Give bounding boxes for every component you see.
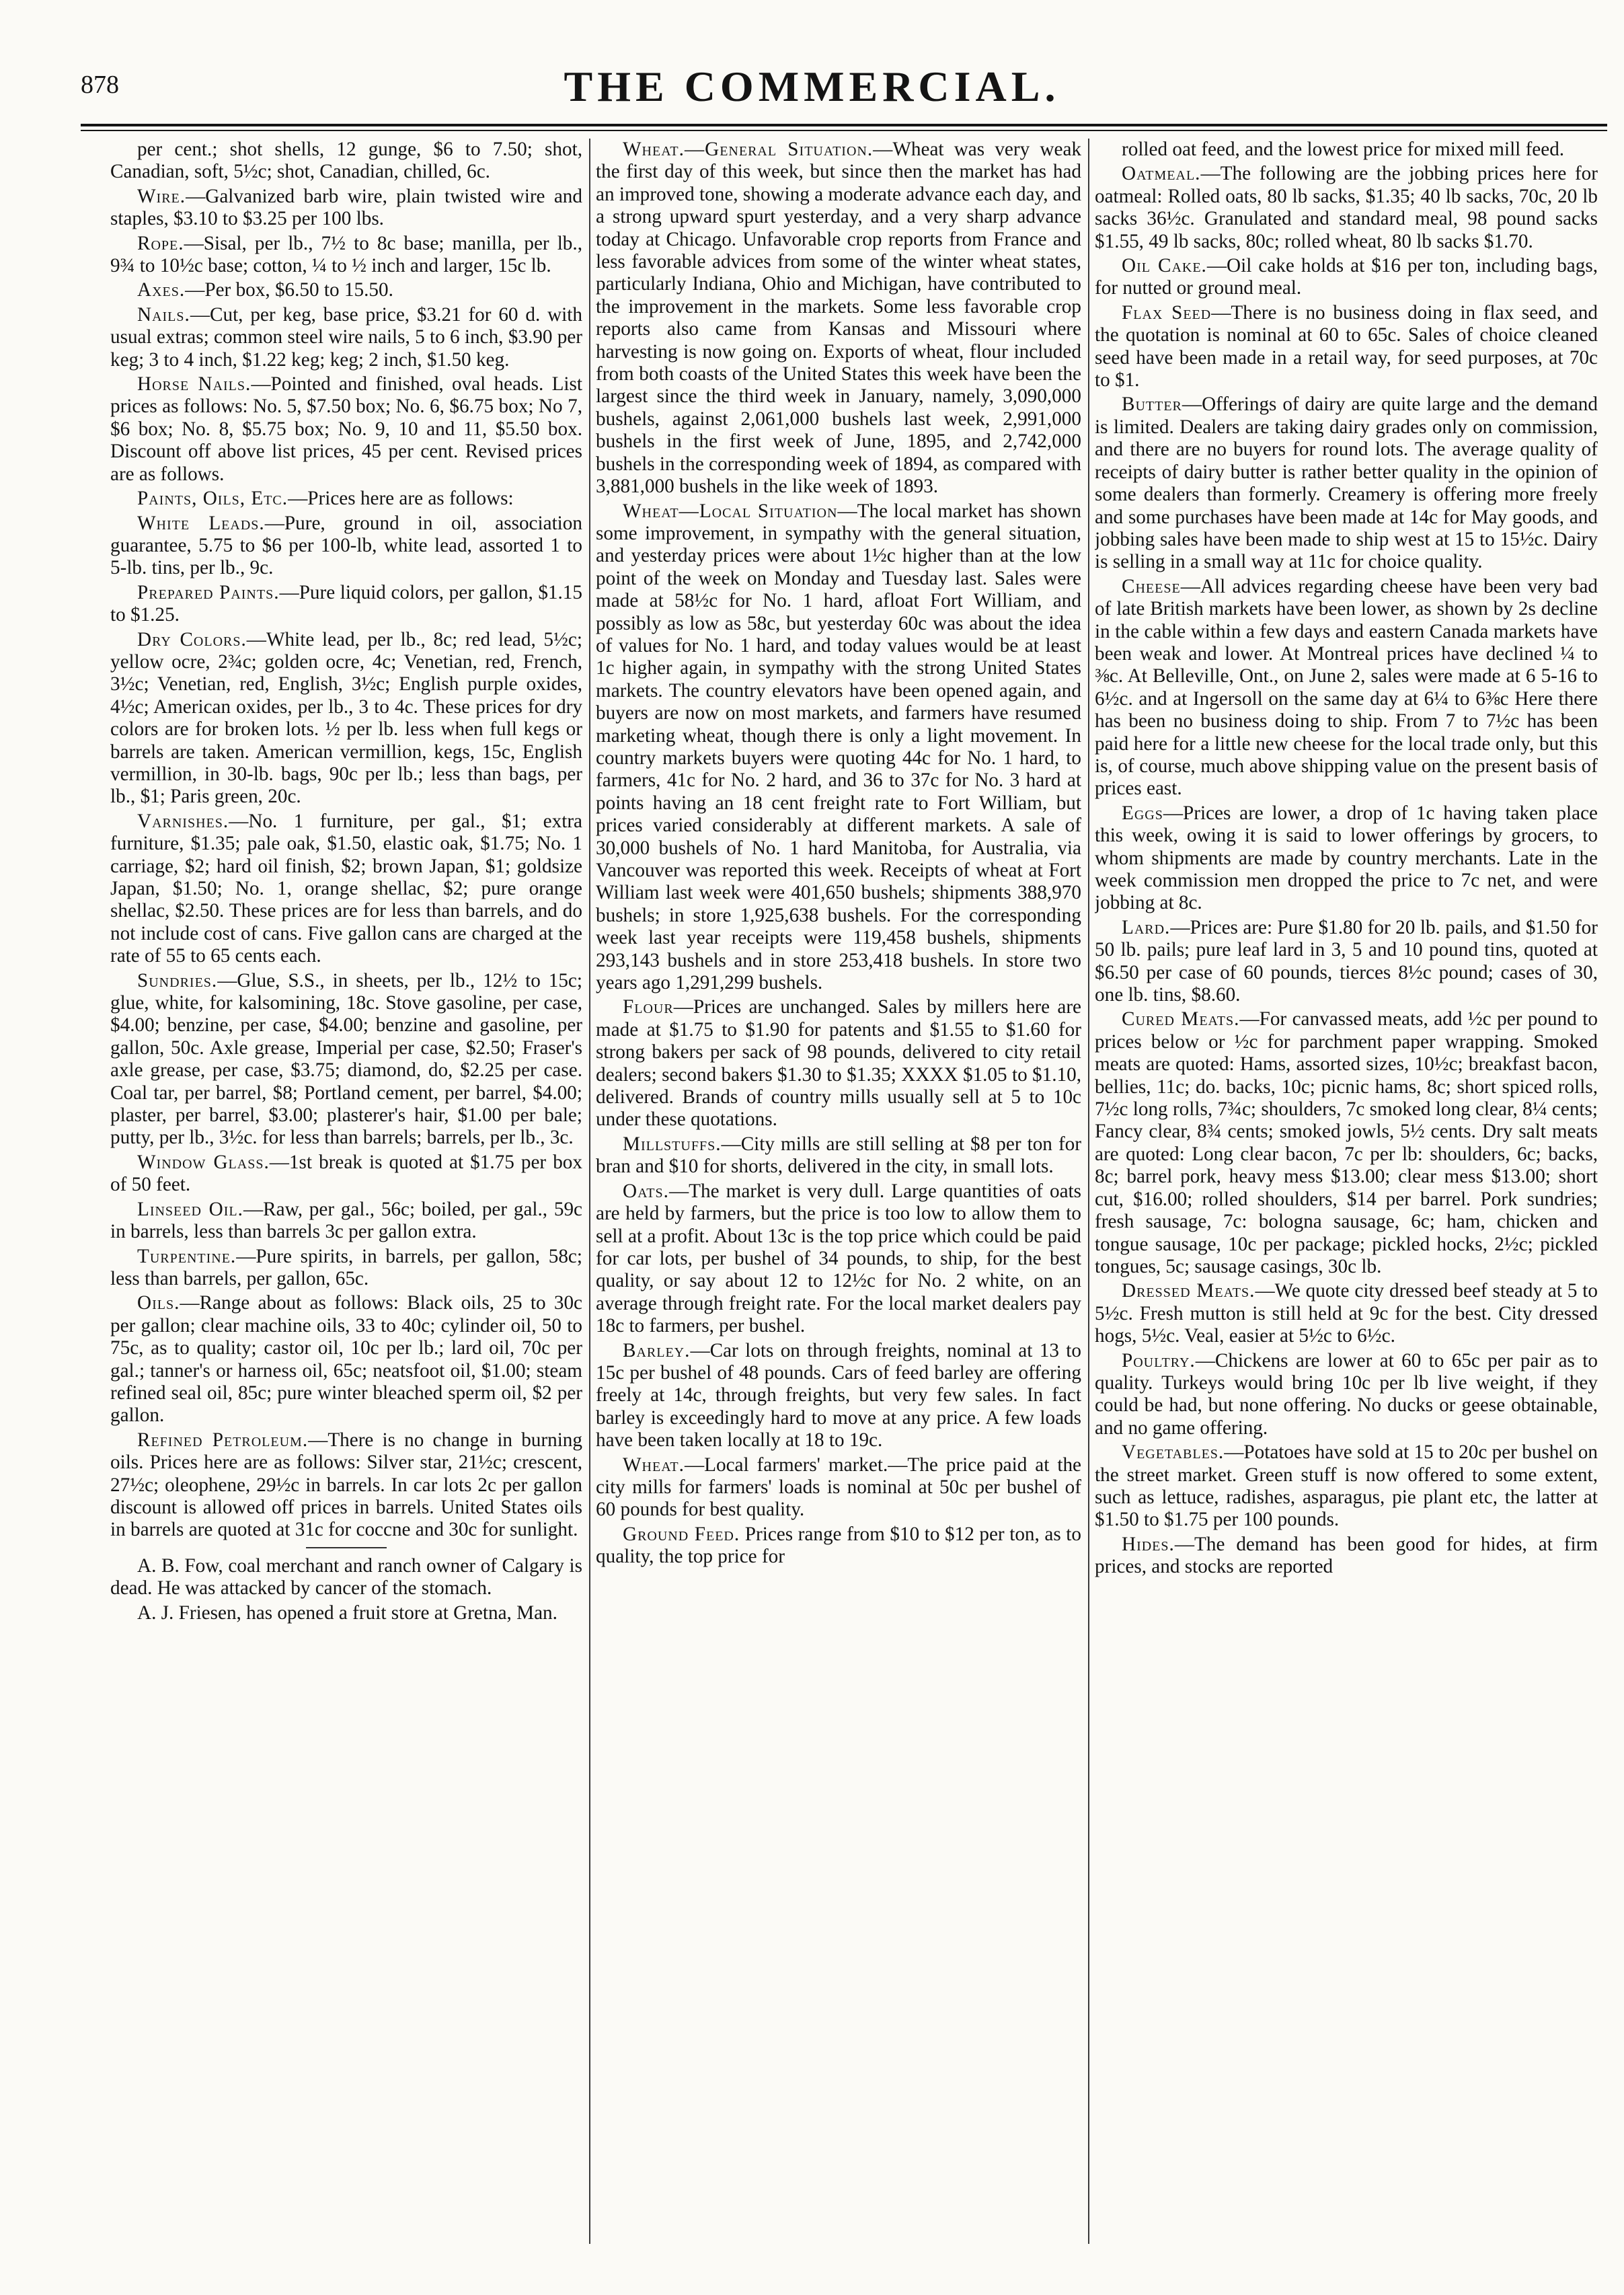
paragraph-text: —Pure liquid colors, per gallon, $1.15 to $1.25. [110, 581, 582, 626]
paragraph-heading: Cheese [1122, 575, 1181, 597]
paragraph-heading: Oil Cake. [1122, 255, 1207, 277]
article-paragraph [110, 139, 582, 184]
paragraph-text: —We quote city dressed beef steady at 5 to 5½c. Fresh mutton is still held at 9c for the best. City dressed hogs, 5½c. Veal, easier at 5½c to 6½c. [1095, 1280, 1598, 1347]
article-paragraph [596, 1133, 1081, 1178]
paragraph-heading: Wheat.—General Situation. [623, 139, 874, 160]
article-paragraph [1095, 1441, 1598, 1532]
article-paragraph [596, 1340, 1081, 1452]
paragraph-text: per cent.; shot shells, 12 gunge, $6 to 7.50; shot, Canadian, soft, 5½c; shot, Canadian, chilled, 6c. [110, 139, 582, 183]
column-2 [596, 139, 1081, 2244]
article-paragraph [596, 1180, 1081, 1338]
paragraph-text: —For canvassed meats, add ½c per pound to prices below or ½c for parchment paper wrapping. Smoked meats are quoted: Hams, assorted sizes, 10½c; breakfast bacon, bellies, 11c; do. backs, 10c; picnic hams, 8c; short spiced rolls, 7½c long rolls, 7¾c; shoulders, 7c smoked long clear, 8¼ cents; Fancy clear, 8¾ cents; smoked jowls, 5½ cents. Dry salt meats are quoted: Long clear bacon, 7c per lb: shoulders, 6c; backs, 8c; barrel pork, heavy mess $13.00; clear mess $13.00; short cut, $16.00; rolled shoulders, $14 per barrel. Pork sundries; fresh sausage, 7c: bologna sausage, 6c; ham, chicken and tongue sausage, 10c per package; pickled hocks, 2½c; pickled tongues, 5c; sausage casings, 30c lb. [1095, 1008, 1598, 1277]
article-paragraph [110, 304, 582, 371]
paragraph-heading: Dry Colors. [137, 628, 247, 650]
article-paragraph [596, 500, 1081, 995]
paragraph-heading: Rope. [137, 232, 184, 254]
paragraph-heading: Oatmeal. [1122, 163, 1201, 185]
article-paragraph [596, 139, 1081, 498]
paragraph-text: —Pointed and finished, oval heads. List prices as follows: No. 5, $7.50 box; No. 6, $6.75 box; No 7, $6 box; No. 8, $5.75 box; No. 9, 10 and 11, $5.50 box. Discount off above list prices, 45 per cent. Revised prices are as follows. [110, 373, 582, 485]
article-paragraph [110, 811, 582, 968]
article-paragraph [1095, 139, 1598, 161]
article-paragraph [1095, 1350, 1598, 1440]
paragraph-text: —City mills are still selling at $8 per ton for bran and $10 for shorts, delivered in the city, in small lots. [596, 1133, 1081, 1178]
paragraph-heading: Window Glass. [137, 1151, 270, 1173]
article-paragraph [110, 373, 582, 486]
paragraph-heading: Turpentine. [137, 1245, 237, 1267]
article-paragraph [110, 1429, 582, 1542]
article-paragraph [110, 629, 582, 808]
paragraph-heading: Barley. [623, 1339, 691, 1361]
article-paragraph [596, 1454, 1081, 1521]
paragraph-text: —Chickens are lower at 60 to 65c per pair as to quality. Turkeys would bring 10c per lb live weight, if they could be had, but none offering. No ducks or geese obtainable, and no game offering. [1095, 1349, 1598, 1439]
paragraph-text: —Potatoes have sold at 15 to 20c per bushel on the street market. Green stuff is now offered to some extent, such as lettuce, radishes, asparagus, pie plant etc, the latter at $1.50 to $1.75 per 100 pounds. [1095, 1441, 1598, 1531]
article-paragraph [110, 233, 582, 278]
article-paragraph [1095, 302, 1598, 392]
paragraph-text: —Local farmers' market.—The price paid at the city mills for farmers' loads is nominal at 50c per bushel of 60 pounds for best quality. [596, 1454, 1081, 1521]
paragraph-heading: Axes. [137, 279, 186, 301]
paragraph-heading: Dressed Meats. [1122, 1280, 1255, 1302]
article-paragraph [110, 1602, 582, 1624]
article-paragraph [110, 1246, 582, 1291]
page-number: 878 [81, 71, 119, 99]
article-paragraph [1095, 917, 1598, 1007]
paragraph-heading: Millstuffs. [623, 1133, 722, 1155]
paragraph-text: —Range about as follows: Black oils, 25 to 30c per gallon; clear machine oils, 33 to 40c; cylinder oil, 50 to 75c, as to quality; castor oil, 10c per lb.; lard oil, 70c per gal.; tanner's or harness oil, 65c; neatsfoot oil, $1.00; steam refined seal oil, 85c; pure winter bleached sperm oil, $2 per gallon. [110, 1292, 582, 1427]
article-paragraph [110, 1199, 582, 1244]
paragraph-text: —Prices here are as follows: [288, 488, 514, 510]
article-paragraph [596, 1523, 1081, 1569]
paragraph-heading: Butter [1122, 393, 1182, 416]
article-paragraph [110, 186, 582, 231]
article-paragraph [110, 970, 582, 1150]
paragraph-text: Prices range from $10 to $12 per ton, as to quality, the top price for [596, 1523, 1081, 1568]
article-paragraph [110, 279, 582, 301]
paragraph-heading: Flax Seed [1122, 301, 1212, 324]
section-rule [306, 1547, 387, 1548]
article-paragraph [110, 513, 582, 580]
paragraph-heading: Flour [623, 996, 674, 1018]
paragraph-text: —The market is very dull. Large quantities of oats are held by farmers, but the price is too low to allow them to sell at a profit. About 13c is the top price which could be paid for car lots, per bushel of 34 pounds, to ship, for the best quality, or say about 12 to 12½c for No. 2 white, on an average through freight rate. For the local market dealers pay 18c to farmers, per bushel. [596, 1180, 1081, 1337]
paragraph-heading: Varnishes. [137, 810, 229, 832]
paragraph-heading: Eggs [1122, 802, 1163, 824]
paragraph-text: —There is no change in burning oils. Prices here are as follows: Silver star, 21½c; crescent, 27½c; oleophene, 29½c in barrels. In car lots 2c per gallon discount is allowed off prices in barrels. United States oils in barrels are quoted at 31c for coccne and 30c for sunlight. [110, 1429, 582, 1541]
paragraph-text: —Sisal, per lb., 7½ to 8c base; manilla, per lb., 9¾ to 10½c base; cotton, ¼ to ½ inch and larger, 15c lb. [110, 232, 582, 277]
article-paragraph [1095, 802, 1598, 915]
paragraph-heading: White Leads. [137, 512, 265, 534]
paragraph-text: —The local market has shown some improvement, in sympathy with the general situation, and yesterday prices were about 1½c higher than at the low point of the week on Monday and Tuesday last. Sales were made at 58½c for No. 1 hard, afloat Fort William, and possibly as low as 58c, but yesterday 60c was about the idea of values for No. 1 hard, and today values would be at least 1c higher again, in sympathy with the strong United States markets. The country elevators have been opened again, and buyers are now on most markets, and farmers have resumed marketing wheat, though there is only a light movement. In country markets buyers were quoting 44c for No. 1 hard, to farmers, 41c for No. 2 hard, and 36 to 37c for No. 3 hard at points having an 18 cent freight rate to Fort William, but prices varied considerably at different markets. A sale of 30,000 bushels of No. 1 hard Manitoba, for Australia, via Vancouver was reported this week. Receipts of wheat at Fort William last week were 401,650 bushels; shipments 388,970 bushels; in store 1,925,638 bushels. For the corresponding week last year receipts were 119,458 bushels, shipments 293,143 bushels and in store 253,418 bushels. In store two years ago 1,291,299 bushels. [596, 500, 1081, 994]
paragraph-heading: Lard. [1122, 916, 1171, 938]
column-divider [1088, 139, 1089, 2244]
masthead-rule-thin [81, 130, 1607, 131]
paragraph-text: —Wheat was very weak the first day of this week, but since then the market has had an improved tone, showing a moderate advance each day, and a strong upward spurt yesterday, and a very sharp advance today at Chicago. Unfavorable crop reports from France and less favorable advices from some of the winter wheat states, particularly Indiana, Ohio and Michigan, have contributed to the improvement in the markets. Some less favorable crop reports also came from Kansas and Missouri where harvesting is now going on. Exports of wheat, flour included from both coasts of the United States this week have been the largest since the third week in January, namely, 3,090,000 bushels, against 2,061,000 bushels last week, 2,991,000 bushels in the first week of June, 1895, and 2,742,000 bushels in the corresponding week of 1894, as compared with 3,881,000 bushels in the like week of 1893. [596, 139, 1081, 498]
article-paragraph [1095, 1008, 1598, 1278]
paragraph-text: —The demand has been good for hides, at firm prices, and stocks are reported [1095, 1533, 1598, 1578]
paragraph-heading: Cured Meats. [1122, 1008, 1240, 1030]
masthead-title: THE COMMERCIAL. [564, 63, 1060, 110]
article-paragraph [110, 1555, 582, 1600]
article-paragraph [1095, 393, 1598, 573]
paragraph-text: —Prices are: Pure $1.80 for 20 lb. pails, and $1.50 for 50 lb. pails; pure leaf lard in 3, 5 and 10 pound tins, quoted at $6.50 per case of 60 pounds, tierces 8½c pound; cases of 30, one lb. tins, $8.60. [1095, 916, 1598, 1006]
paragraph-heading: Oils. [137, 1292, 180, 1314]
paragraph-text: rolled oat feed, and the lowest price for mixed mill feed. [1122, 139, 1565, 160]
paragraph-text: —Per box, $6.50 to 15.50. [185, 279, 393, 301]
article-paragraph [1095, 1534, 1598, 1579]
paragraph-text: —White lead, per lb., 8c; red lead, 5½c; yellow ocre, 2¾c; golden ocre, 4c; Venetian, red, French, 3½c; Venetian, red, English, 3½c; English purple oxides, 4½c; American oxides, per lb., 3 to 4c. These prices for dry colors are for broken lots. ½ per lb. less when full kegs or barrels are taken. American vermillion, kegs, 15c, English vermillion, in 30-lb. bags, 90c per lb.; less than bags, per lb., $1; Paris green, 20c. [110, 628, 582, 808]
paragraph-text: —Galvanized barb wire, plain twisted wire and staples, $3.10 to $3.25 per 100 lbs. [110, 185, 582, 230]
paragraph-heading: Oats. [623, 1180, 669, 1202]
paragraph-text: —Cut, per keg, base price, $3.21 for 60 d. with usual extras; common steel wire nails, 5 to 6 inch, $3.90 per keg; 3 to 4 inch, $1.22 keg; keg; 2 inch, $1.50 keg. [110, 303, 582, 371]
paragraph-heading: Refined Petroleum. [137, 1429, 309, 1451]
paragraph-text: —Glue, S.S., in sheets, per lb., 12½ to 15c; glue, white, for kalsomining, 18c. Stove gasoline, per case, $4.00; benzine, per case, $4.00; benzine and gasoline, per gallon, 50c. Axle grease, Imperial per case, $2.50; Fraser's axle grease, per case, $3.75; diamond, do, $2.25 per case. Coal tar, per barrel, $8; Portland cement, per barrel, $4.00; plaster, per barrel, $3.00; plasterer's hair, $1.00 per bale; putty, per lb., 3½c. for less than barrels; barrels, per lb., 3c. [110, 969, 582, 1149]
paragraph-heading: Wire. [137, 185, 186, 207]
article-paragraph [596, 996, 1081, 1131]
paragraph-text: —All advices regarding cheese have been very bad of late British markets have been lower, as shown by 2s decline in the cable within a few days and eastern Canada markets have been weak and lower. At Montreal prices have declined ¼ to ⅜c. At Belleville, Ont., on June 2, sales were made at 6 5-16 to 6½c. and at Ingersoll on the same day at 6¼ to 6⅜c Here there has been no business doing to ship. From 7 to 7½c has been paid here for a little new cheese for the local trade only, but this is, of course, much above shipping value on the present basis of prices east. [1095, 575, 1598, 800]
paragraph-heading: Horse Nails. [137, 373, 252, 396]
paragraph-text: —The following are the jobbing prices here for oatmeal: Rolled oats, 80 lb sacks, $1.35; 40 lb sacks, 70c, 20 lb sacks 36½c. Granulated and standard meal, 98 pound sacks $1.55, 49 lb sacks, 80c; rolled wheat, 80 lb sacks $1.70. [1095, 163, 1598, 252]
paragraph-text: —Prices are lower, a drop of 1c having taken place this week, owing it is said to lower offerings by grocers, to whom shipments are made by country merchants. Late in the week commission men dropped the price to 7c net, and were jobbing at 8c. [1095, 802, 1598, 914]
paragraph-heading: Sundries. [137, 969, 218, 991]
paragraph-text: A. J. Friesen, has opened a fruit store at Gretna, Man. [137, 1602, 557, 1624]
column-divider [589, 139, 590, 2244]
paragraph-heading: Nails. [137, 303, 190, 326]
article-paragraph [110, 1292, 582, 1427]
paragraph-text: —No. 1 furniture, per gal., $1; extra furniture, $1.35; pale oak, $1.50, elastic oak, $1.75; No. 1 carriage, $2; hard oil finish, $2; brown Japan, $1; goldsize Japan, $1.50; No. 1, orange shellac, $2; pure orange shellac, $2.50. These prices are for less than barrels, and do not include cost of cans. Five gallon cans are charged at the rate of 55 to 65 cents each. [110, 810, 582, 967]
paragraph-text: —Raw, per gal., 56c; boiled, per gal., 59c in barrels, less than barrels 3c per gallon extra. [110, 1198, 582, 1243]
masthead-rule [81, 124, 1607, 126]
article-paragraph [110, 488, 582, 510]
paragraph-text: —Oil cake holds at $16 per ton, including bags, for nutted or ground meal. [1095, 255, 1598, 299]
paragraph-heading: Linseed Oil. [137, 1198, 243, 1220]
paragraph-heading: Wheat—Local Situation [623, 500, 838, 522]
paragraph-text: —1st break is quoted at $1.75 per box of 50 feet. [110, 1151, 582, 1196]
article-paragraph [1095, 163, 1598, 253]
paragraph-heading: Vegetables. [1122, 1441, 1225, 1464]
paragraph-text: —There is no business doing in flax seed, and the quotation is nominal at 60 to 65c. Sales of choice cleaned seed have been made in a retail way, for seed purposes, at 70c to $1. [1095, 301, 1598, 391]
article-paragraph [110, 1152, 582, 1197]
article-paragraph [110, 582, 582, 627]
paragraph-text: —Pure, ground in oil, association guarantee, 5.75 to $6 per 100-lb, white lead, assorted 1 to 5-lb. tins, per lb., 9c. [110, 512, 582, 579]
paragraph-text: —Car lots on through freights, nominal at 13 to 15c per bushel of 48 pounds. Cars of feed barley are offering freely at 14c, through freights, but very few sales. In fact barley is exceedingly hard to move at any price. A few loads have been taken locally at 18 to 19c. [596, 1339, 1081, 1452]
column-3 [1095, 139, 1598, 2244]
column-1 [110, 139, 582, 2244]
paragraph-text: —Pure spirits, in barrels, per gallon, 58c; less than barrels, per gallon, 65c. [110, 1245, 582, 1289]
paragraph-text: A. B. Fow, coal merchant and ranch owner of Calgary is dead. He was attacked by cancer of the stomach. [110, 1554, 582, 1600]
paragraph-text: —Prices are unchanged. Sales by millers here are made at $1.75 to $1.90 for patents and $1.55 to $1.60 for strong bakers per sack of 98 pounds, delivered to city retail dealers; second bakers $1.30 to $1.35; XXXX $1.05 to $1.10, delivered. Brands of country mills usually sell at 5 to 10c under these quotations. [596, 996, 1081, 1131]
paragraph-heading: Ground Feed. [623, 1523, 740, 1545]
article-paragraph [1095, 255, 1598, 300]
article-paragraph [1095, 1280, 1598, 1347]
article-paragraph [1095, 576, 1598, 800]
paragraph-heading: Wheat. [623, 1454, 685, 1476]
paragraph-heading: Hides. [1122, 1533, 1175, 1555]
paragraph-text: —Offerings of dairy are quite large and the demand is limited. Dealers are taking dairy grades only on commission, and there are no buyers for round lots. The average quality of receipts of dairy butter is rather better quality in the opinion of some dealers than formerly. Creamery is offering more freely and some purchases have been made at 14c for May goods, and jobbing sales have been made to ship west at 15 to 15½c. Dairy is selling in a small way at 11c for choice quality. [1095, 393, 1598, 573]
paragraph-heading: Poultry. [1122, 1349, 1196, 1371]
paragraph-heading: Prepared Paints. [137, 581, 280, 603]
paragraph-heading: Paints, Oils, Etc. [137, 488, 288, 510]
